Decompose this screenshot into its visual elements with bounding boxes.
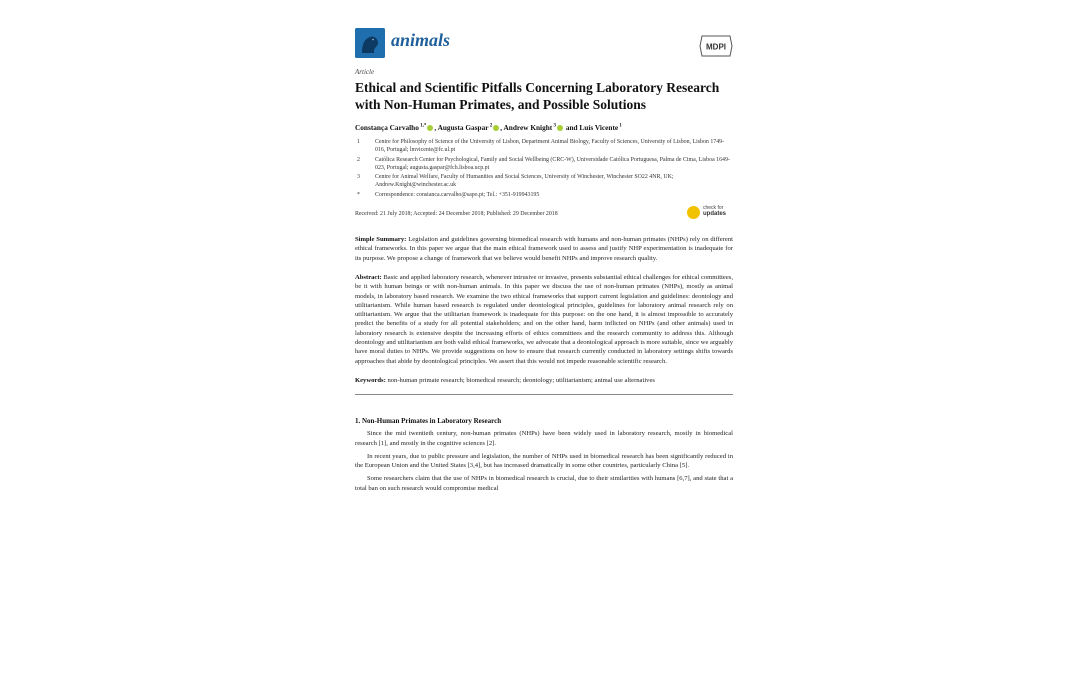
affiliation-item [355,191,733,199]
affiliation-text: Correspondence: constanca.carvalho@sapo.pt; Tel.: +351-919943195 [375,191,540,198]
animals-logo-icon [355,28,385,58]
affiliation-text: Católica Research Center for Psychological, Family and Social Wellbeing (CRC-W), Universidade Católica Portuguesa, Palma de Cima, Lisboa 1649-023, Portugal; augusta.gaspar@fch.lisboa.ucp.pt [375,156,730,171]
svg-text:MDPI: MDPI [706,42,726,52]
author-affiliation-mark: 2 [488,123,493,129]
affiliation-text: Centre for Philosophy of Science of the University of Lisbon, Department Animal Biology, Faculty of Sciences, University of Lisbon, Lisbon 1749-016, Portugal; lmvicente@fc.ul.pt [375,139,725,154]
journal-name: animals [391,30,451,50]
keywords-text: non-human primate research; biomedical research; deontology; utilitarianism; animal use alternatives [387,376,655,384]
journal-header [355,28,733,62]
abstract [355,273,733,366]
simple-summary-text: Legislation and guidelines governing biomedical research with humans and non-human primates (NHPs) rely on different ethical frameworks. In this paper we argue that the main ethical framework used to assess and justify NHP experimentation is inadequate for its purpose. We propose a change of framework that we believe would benefit NHPs and improve research quality. [355,236,733,262]
affiliation-item [355,173,733,190]
affiliation-mark: * [357,191,360,198]
affiliation-mark: 2 [357,156,360,163]
check-line1: check for [703,205,724,212]
keywords-label: Keywords: [355,376,386,384]
affiliation-item [355,138,733,155]
dates-text: Received: 21 July 2018; Accepted: 24 December 2018; Published: 29 December 2018 [355,211,558,218]
author-name[interactable]: Andrew Knight $^3$ [503,123,556,132]
affiliation-text: Centre for Animal Welfare, Faculty of Humanities and Social Sciences, University of Winchester, Winchester SO22 4NR, UK; Andrew.Knight@winchester.ac.uk [375,174,674,189]
article-title: Ethical and Scientific Pitfalls Concerning Laboratory Research with Non-Human Primates, and Possible Solutions [355,80,720,112]
abstract-label: Abstract: [355,273,382,281]
check-for-updates-icon [687,206,700,219]
author-name[interactable]: Constança Carvalho $^{1,*}$ [355,123,427,132]
author-affiliation-mark: 1 [618,123,622,129]
author-name[interactable]: and Luís Vicente $^1$ [565,123,622,132]
affiliation-list [355,138,733,199]
paper-page [355,28,733,675]
simple-summary [355,235,733,263]
affiliation-mark: 3 [357,174,360,181]
body-paragraph: Some researchers claim that the use of NHPs in biomedical research is crucial, due to their similarities with humans [6,7], and state that a total ban on such research would compromise medical [355,475,733,492]
author-affiliation-mark: 1,* [418,123,427,129]
article-type: Article [355,68,375,76]
check-for-updates-badge[interactable] [687,205,733,221]
body-paragraph: Since the mid twentieth century, non-human primates (NHPs) have been widely used in laboratory research, mostly in biomedical research [1], and mostly in the cognitive sciences [2]. [355,430,733,447]
author-affiliation-mark: 3 [552,123,556,129]
abstract-text: Basic and applied laboratory research, whenever intrusive or invasive, presents substantial ethical challenges for ethical committees, be it with human beings or with non-human animals. In this paper we discuss the use of non-human primates (NHPs), mostly as animal models, in laboratory based research. We examine the two ethical frameworks that support current legislation and guidelines: deontology and utilitarianism. While human based research is regulated under deontological principles, guidelines for laboratory animal research rely on utilitarianism. We argue that the utilitarian framework is inadequate for this purpose: on the one hand, it is almost impossible to accurately predict the benefits of a study for all potential stakeholders; and on the other hand, harm inflicted on NHPs (and other animals) used in laboratory research is extensive despite the increasing efforts of ethics committees and the research community to address this. Although deontology and utilitarianism are both valid ethical frameworks, we advocate that a deontological approach is more suitable, since we arguably have moral duties to NHPs. We provide suggestions on how to ensure that research currently conducted in laboratory settings shifts towards approaches that abide by deontological principles. We assert that this would not impede reasonable scientific research. [355,273,733,365]
author-list: Constança Carvalho $^{1,*}$ , Augusta Gaspar $^2$ , Andrew Knight $^3$ and Luís Vicente $^1$ [355,123,622,132]
affiliation-item [355,156,733,173]
check-line2: updates [703,211,727,218]
mdpi-logo-icon [699,35,733,57]
orcid-icon[interactable] [493,125,499,131]
simple-summary-label: Simple Summary: [355,236,407,244]
affiliation-mark: 1 [357,139,360,145]
orcid-icon[interactable] [557,125,563,131]
keywords [355,376,733,385]
body-paragraph: In recent years, due to public pressure and legislation, the number of NHPs used in biomedical research has been significantly reduced in the European Union and the United States [3,4], but has increased dramatically in some other countries, particularly China [5]. [355,452,733,470]
publication-dates [355,205,733,225]
section-divider [355,394,733,395]
section-title: 1. Non-Human Primates in Laboratory Research [355,417,502,426]
orcid-icon[interactable] [427,125,433,131]
author-name[interactable]: Augusta Gaspar $^2$ [437,123,493,132]
